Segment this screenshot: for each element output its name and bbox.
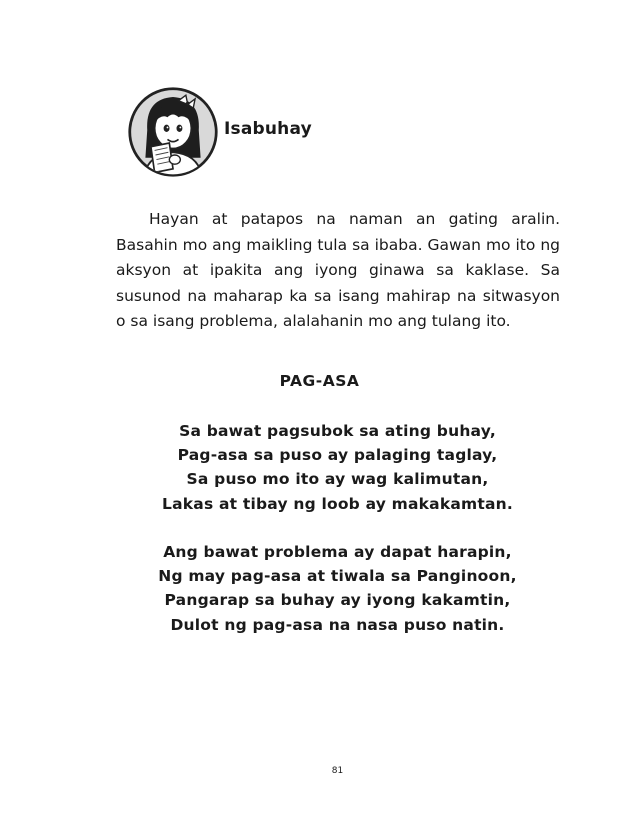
- poem-line: Lakas at tibay ng loob ay makakamtan.: [162, 494, 513, 513]
- girl-reading-paper-icon: [127, 86, 219, 178]
- poem-stanza-1: [0, 419, 639, 516]
- intro-text: Hayan at patapos na naman an gating aralin. Basahin mo ang maikling tula sa ibaba. Gawan mo ito ng aksyon at ipakita ang iyong ginawa sa kaklase. Sa susunod na maharap ka sa isang mahirap na sitwasyon o sa isang problema, alalahanin mo ang tulang ito.: [116, 210, 560, 331]
- intro-paragraph: [116, 207, 560, 335]
- poem-line: Sa puso mo ito ay wag kalimutan,: [186, 470, 489, 489]
- poem-title: PAG-ASA: [279, 372, 360, 390]
- section-title: Isabuhay: [224, 119, 312, 139]
- poem-stanza-2: [0, 540, 639, 637]
- poem-line: Pag-asa sa puso ay palaging taglay,: [177, 446, 498, 465]
- poem-line: Pangarap sa buhay ay iyong kakamtin,: [164, 591, 511, 610]
- poem-line: Sa bawat pagsubok sa ating buhay,: [179, 422, 496, 440]
- poem-line: Ng may pag-asa at tiwala sa Panginoon,: [158, 567, 517, 586]
- page-number: 81: [331, 766, 344, 776]
- poem-line: Dulot ng pag-asa na nasa puso natin.: [170, 615, 505, 634]
- poem-line: Ang bawat problema ay dapat harapin,: [163, 543, 512, 561]
